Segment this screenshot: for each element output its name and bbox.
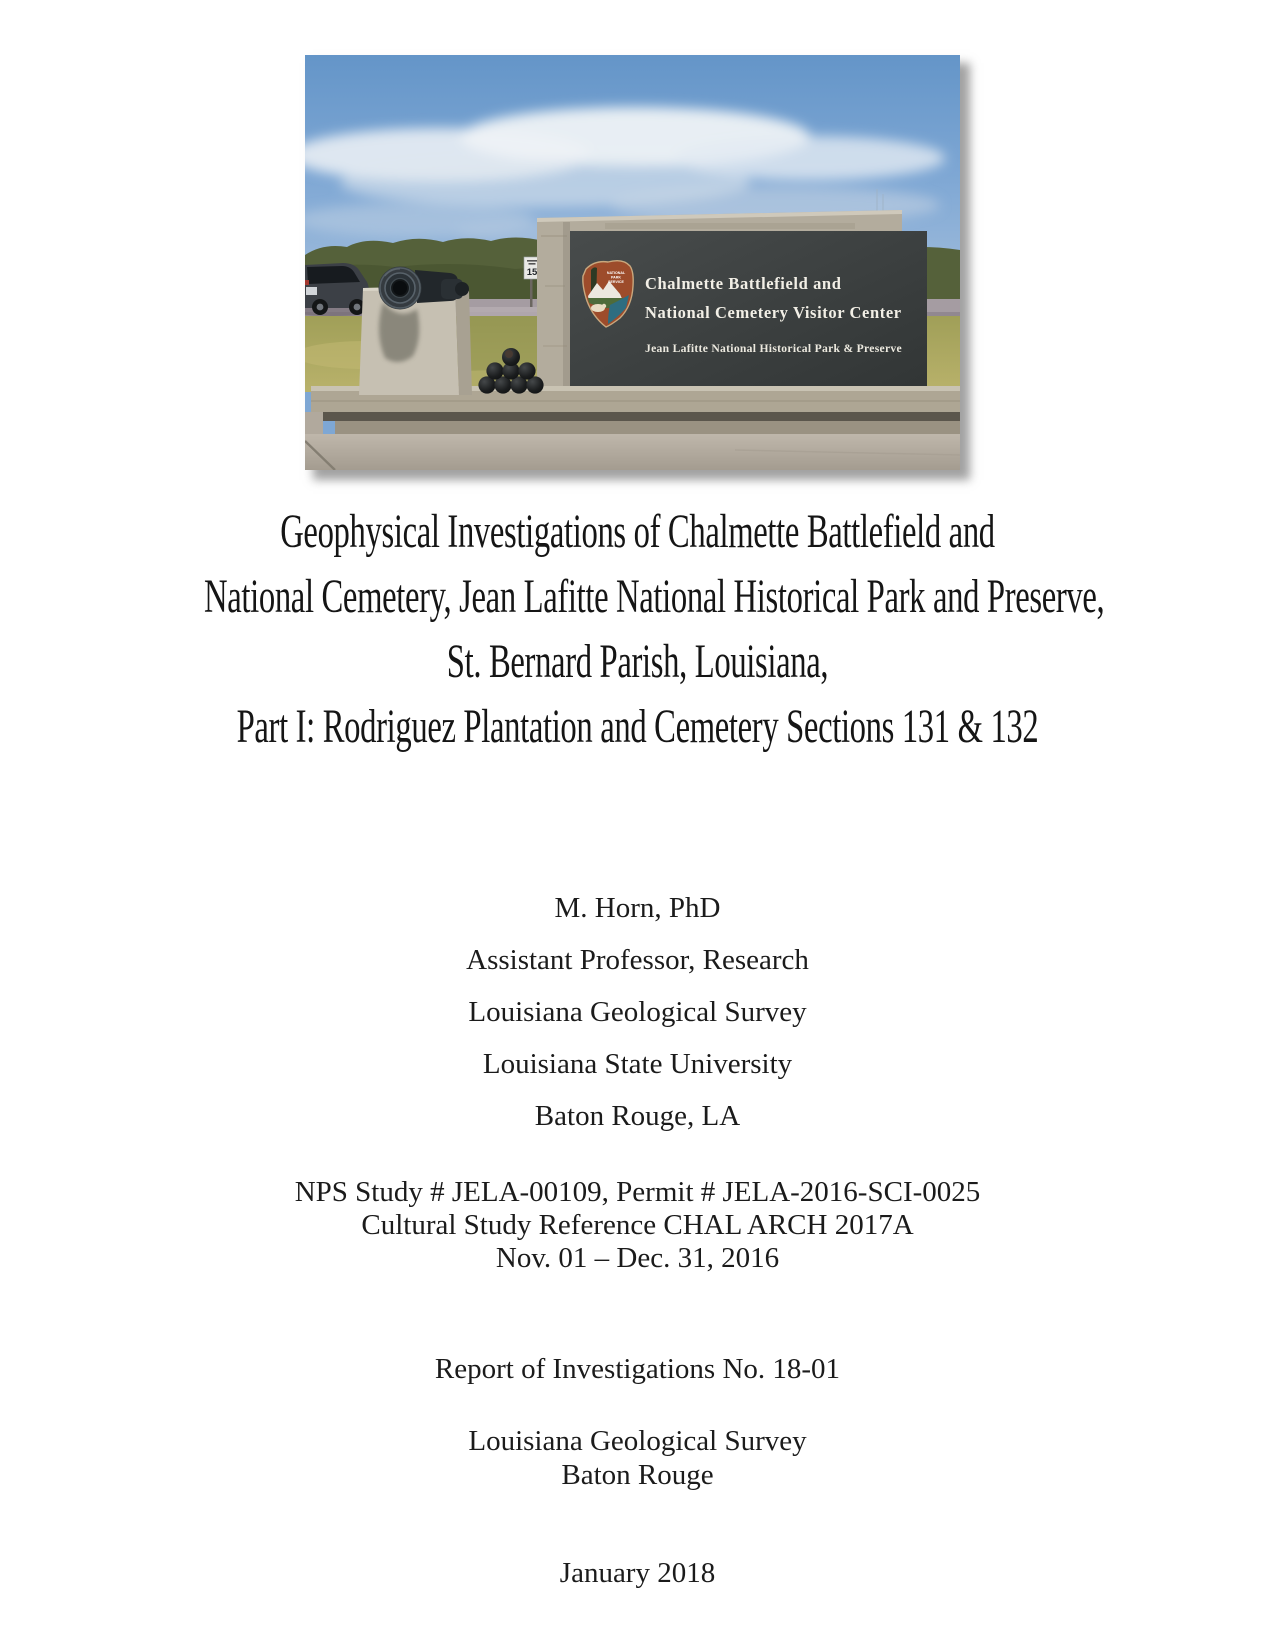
sign-title-line-2: National Cemetery Visitor Center [645,303,902,322]
study-permit-line: NPS Study # JELA-00109, Permit # JELA-2016-SCI-0025 [294,1176,981,1208]
title-line-1: Geophysical Investigations of Chalmette Battlefield and [280,505,995,558]
study-date-range: Nov. 01 – Dec. 31, 2016 [495,1242,780,1274]
report-number-block [0,1353,1275,1386]
report-number-line: Report of Investigations No. 18-01 [434,1353,841,1385]
author-location: Baton Rouge, LA [534,1100,741,1132]
nps-logo-word-1: NATIONAL [606,271,626,275]
publisher-block [0,1424,1275,1492]
title-line-3: St. Bernard Parish, Louisiana, [446,635,829,688]
author-name: M. Horn, PhD [554,892,721,924]
author-org-survey: Louisiana Geological Survey [468,996,807,1028]
publisher-name: Louisiana Geological Survey [468,1425,807,1457]
speed-limit-value: 15 [526,267,538,278]
publisher-city: Baton Rouge [561,1459,714,1491]
author-position: Assistant Professor, Research [466,944,809,976]
title-line-2: National Cemetery, Jean Lafitte National Historical Park and Preserve, [204,570,1105,623]
study-reference-line: Cultural Study Reference CHAL ARCH 2017A [361,1209,914,1241]
cover-photo-scene [305,55,960,470]
nps-logo-word-2: PARK [611,275,621,280]
study-info-block [0,1176,1275,1275]
author-block [0,882,1275,1142]
sign-subtitle: Jean Lafitte National Historical Park & Preserve [645,342,902,355]
title-line-4: Part I: Rodriguez Plantation and Cemetery Sections 131 & 132 [236,700,1039,753]
cover-photo [305,55,960,470]
publication-date-block [0,1556,1275,1590]
report-title [204,499,1105,759]
publication-date: January 2018 [559,1557,716,1589]
author-org-university: Louisiana State University [482,1048,793,1080]
sign-title-line-1: Chalmette Battlefield and [645,274,842,293]
nps-logo-word-3: SERVICE [608,279,624,284]
